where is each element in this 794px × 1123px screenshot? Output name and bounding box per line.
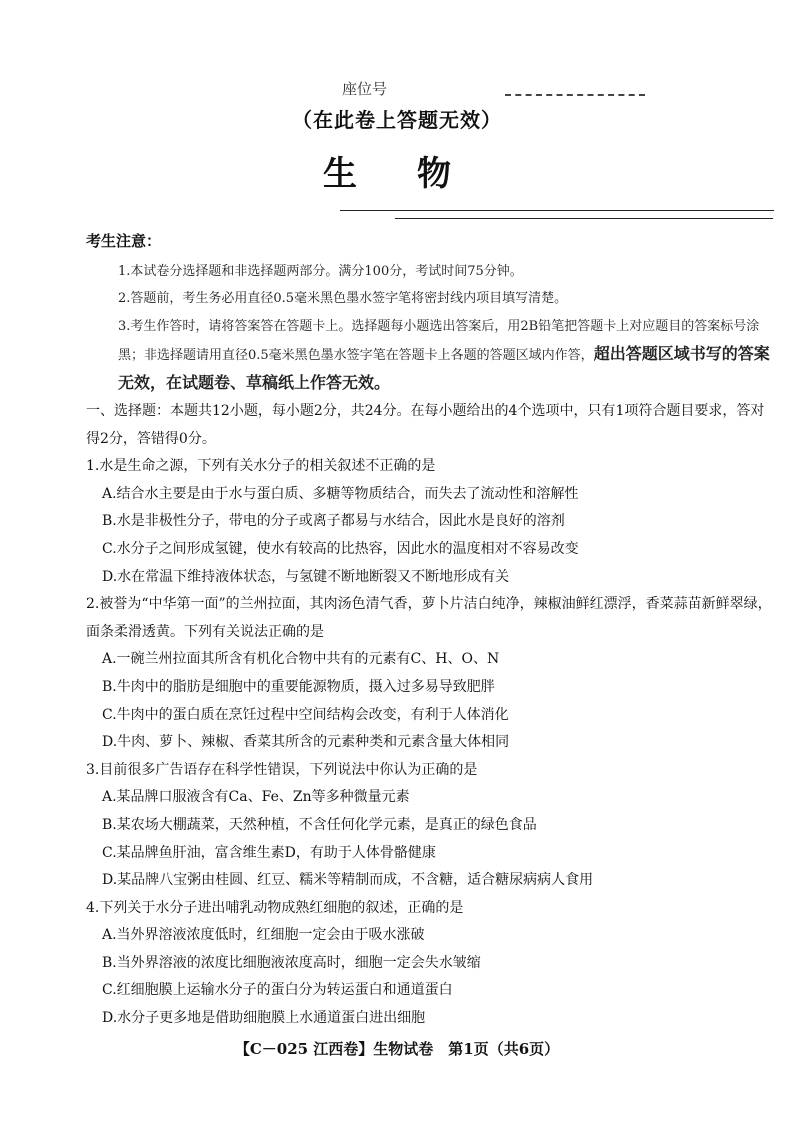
instruction-item-1: 1.本试卷分选择题和非选择题两部分。满分100分，考试时间75分钟。 [118, 264, 523, 279]
option-a: A.结合水主要是由于水与蛋白质、多糖等物质结合，而失去了流动性和溶解性 [102, 485, 579, 502]
header-rule [340, 210, 774, 211]
option-b: B.当外界溶液的浓度比细胞液浓度高时，细胞一定会失水皱缩 [102, 954, 481, 971]
question-stem: 3.目前很多广告语存在科学性错误，下列说法中你认为正确的是 [86, 761, 478, 778]
option-a: A.某品牌口服液含有Ca、Fe、Zn等多种微量元素 [102, 789, 410, 806]
invalid-notice: （在此卷上答题无效） [292, 108, 502, 132]
option-c: C.水分子之间形成氢键，使水有较高的比热容，因此水的温度相对不容易改变 [102, 540, 579, 557]
instructions-title: 考生注意： [86, 232, 162, 250]
option-b: B.牛肉中的脂肪是细胞中的重要能源物质，摄入过多易导致肥胖 [102, 678, 495, 695]
option-c: C.牛肉中的蛋白质在烹饪过程中空间结构会改变，有利于人体消化 [102, 706, 509, 723]
option-d: D.水在常温下维持液体状态，与氢键不断地断裂又不断地形成有关 [102, 568, 510, 585]
question-4 [86, 895, 776, 1033]
question-body [86, 398, 776, 1033]
header-rule-2 [395, 218, 773, 219]
question-stem: 2.被誉为“中华第一面”的兰州拉面，其肉汤色清气香，萝卜片洁白纯净，辣椒油鲜红漂浮，香菜蒜苗新鲜翠绿，面条柔滑透黄。下列有关说法正确的是 [86, 596, 772, 640]
option-c: C.某品牌鱼肝油，富含维生素D，有助于人体骨骼健康 [102, 844, 436, 861]
question-stem: 4.下列关于水分子进出哺乳动物成熟红细胞的叙述，正确的是 [86, 899, 464, 916]
question-stem: 1.水是生命之源，下列有关水分子的相关叙述不正确的是 [86, 458, 436, 475]
option-b: B.某农场大棚蔬菜，天然种植，不含任何化学元素，是真正的绿色食品 [102, 816, 537, 833]
instruction-item-3-text: 3.考生作答时，请将答案答在答题卡上。选择题每小题选出答案后，用2B铅笔把答题卡上对应题目的答案标号涂黑；非选择题请用直径0.5毫米黑色墨水签字笔在答题卡上各题的答题区域内作答， [118, 319, 760, 363]
seat-number-blank [505, 94, 645, 96]
question-1 [86, 453, 776, 591]
option-a: A.当外界溶液浓度低时，红细胞一定会由于吸水涨破 [102, 927, 425, 944]
question-2 [86, 591, 776, 757]
option-a: A.一碗兰州拉面其所含有机化合物中共有的元素有C、H、O、N [102, 651, 500, 668]
option-b: B.水是非极性分子，带电的分子或离子都易与水结合，因此水是良好的溶剂 [102, 513, 565, 530]
option-c: C.红细胞膜上运输水分子的蛋白分为转运蛋白和通道蛋白 [102, 982, 453, 999]
question-3 [86, 757, 776, 895]
page-footer: 【C－025 江西卷】生物试卷 第1页（共6页） [234, 1040, 560, 1058]
option-d: D.牛肉、萝卜、辣椒、香菜其所含的元素种类和元素含量大体相同 [102, 734, 510, 751]
instruction-item-3 [118, 313, 773, 398]
subject-title: 生物 [323, 154, 511, 194]
option-d: D.水分子更多地是借助细胞膜上水通道蛋白进出细胞 [102, 1010, 426, 1027]
instruction-item-2: 2.答题前，考生务必用直径0.5毫米黑色墨水签字笔将密封线内项目填写清楚。 [118, 291, 568, 306]
seat-number-label: 座位号 [342, 80, 388, 98]
section-1-title: 一、选择题：本题共12小题，每小题2分，共24分。在每小题给出的4个选项中，只有1项符合题目要求，答对得2分，答错得0分。 [86, 403, 765, 447]
option-d: D.某品牌八宝粥由桂圆、红豆、糯米等精制而成，不含糖，适合糖尿病病人食用 [102, 872, 594, 889]
instruction-item-3-emphasis: 超出答题区域书写的答案无效，在试题卷、草稿纸上作答无效。 [118, 344, 770, 392]
